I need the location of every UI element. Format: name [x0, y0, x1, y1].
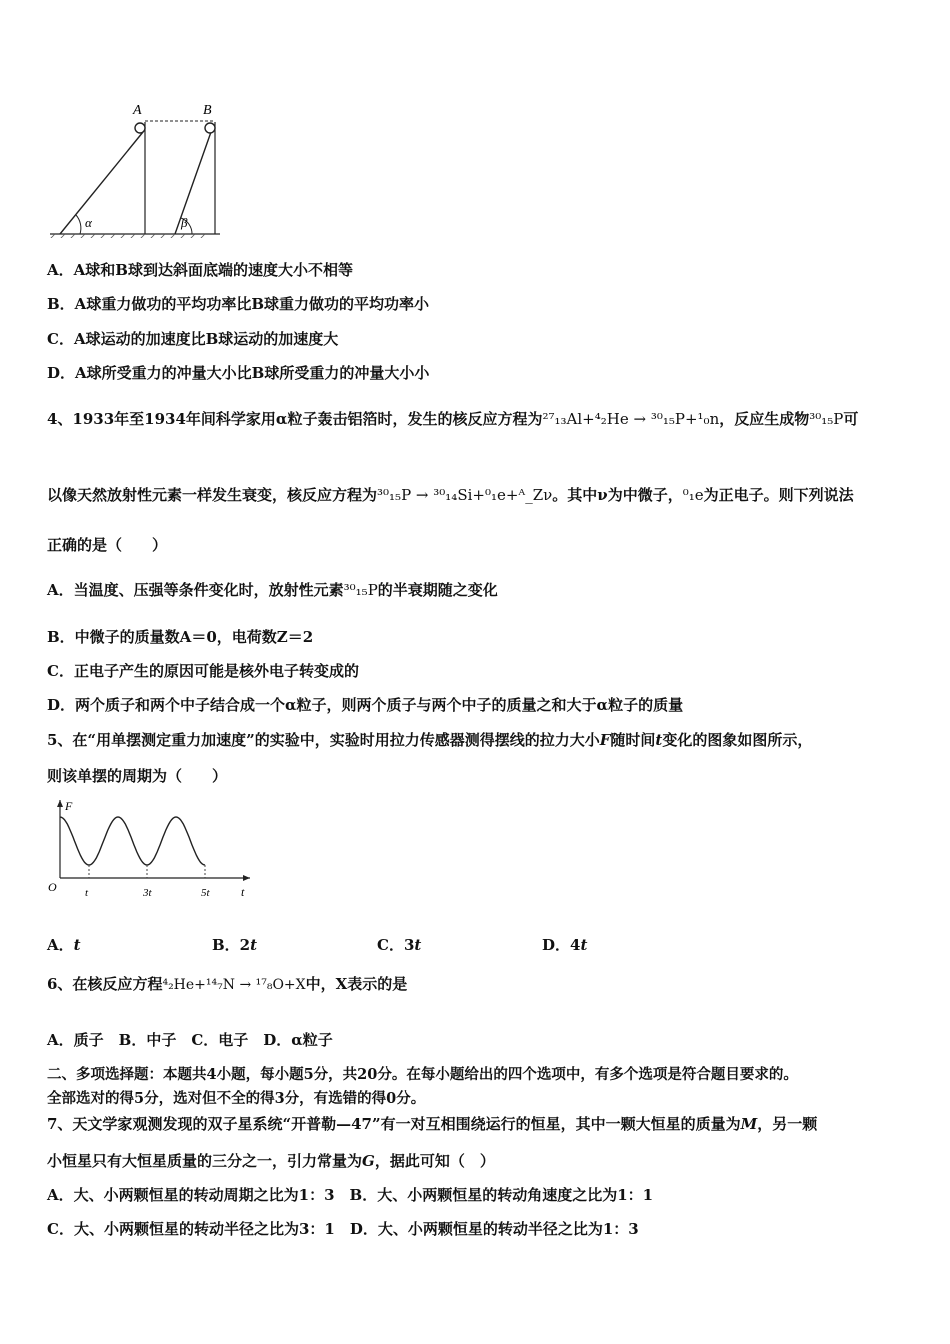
q4-option-c: C．正电子产生的原因可能是核外电子转变成的 — [47, 662, 359, 680]
q4-option-d: D．两个质子和两个中子结合成一个α粒子，则两个质子与两个中子的质量之和大于α粒子的质量 — [47, 696, 684, 714]
q4-option-a: A．当温度、压强等条件变化时，放射性元素³⁰₁₅P的半衰期随之变化 — [47, 581, 498, 599]
q3-option-c: C．A球运动的加速度比B球运动的加速度大 — [47, 330, 339, 348]
section2-line2: 全部选对的得5分，选对但不全的得3分，有选错的得0分。 — [47, 1090, 426, 1107]
q6-options: A．质子 B．中子 C．电子 D．α粒子 — [47, 1031, 333, 1049]
q7-options-ab: A．大、小两颗恒星的转动周期之比为1：3 B．大、小两颗恒星的转动角速度之比为1：1 — [47, 1186, 654, 1204]
q5-line2: 则该单摆的周期为（ ） — [47, 767, 228, 785]
y-axis-label: F — [65, 799, 73, 813]
x-tick-label: 5t — [201, 887, 210, 899]
angle-alpha: α — [85, 215, 92, 230]
q4-line2: 以像天然放射性元素一样发生衰变，核反应方程为³⁰₁₅P → ³⁰₁₄Si+⁰₁e+ᴬ_Zν。其中ν为中微子，⁰₁e为正电子。则下列说法 — [47, 486, 854, 504]
q5-option-a: A．t — [47, 936, 81, 954]
q7-line1: 7、天文学家观测发现的双子星系统“开普勒—47”有一对互相围绕运行的恒星，其中一颗大恒星的质量为M，另一颗 — [47, 1115, 818, 1133]
q7-line2: 小恒星只有大恒星质量的三分之一，引力常量为G，据此可知（ ） — [47, 1152, 495, 1170]
x-axis-label: t — [241, 885, 245, 899]
origin-label: O — [48, 880, 57, 894]
label-a: A — [133, 103, 142, 118]
series-line — [60, 817, 205, 865]
q4-line3: 正确的是（ ） — [47, 536, 168, 554]
q3-option-d: D．A球所受重力的冲量大小比B球所受重力的冲量大小小 — [47, 364, 430, 382]
q6-line1: 6、在核反应方程⁴₂He+¹⁴₇N → ¹⁷₈O+X中，X表示的是 — [47, 975, 408, 993]
section2-line1: 二、多项选择题：本题共4小题，每小题5分，共20分。在每小题给出的四个选项中，有多个选项是符合题目要求的。 — [47, 1066, 798, 1083]
incline-figure — [45, 98, 235, 238]
q4-option-b: B．中微子的质量数A＝0，电荷数Z＝2 — [47, 628, 314, 646]
incline-a — [60, 132, 143, 234]
q5-option-d: D．4t — [542, 936, 588, 954]
q4-positron: ⁰₁e — [682, 486, 704, 504]
ball-a — [135, 123, 145, 133]
q4-line1: 4、1933年至1934年间科学家用α粒子轰击铝箔时，发生的核反应方程为²⁷₁₃Al+⁴₂He → ³⁰₁₅P+¹₀n，反应生成物³⁰₁₅P可 — [47, 410, 859, 428]
q3-option-b: B．A球重力做功的平均功率比B球重力做功的平均功率小 — [47, 295, 429, 313]
angle-beta: β — [181, 215, 188, 230]
q5-option-b: B．2t — [212, 936, 258, 954]
x-tick-label: 3t — [143, 887, 152, 899]
q7-options-cd: C．大、小两颗恒星的转动半径之比为3：1 D．大、小两颗恒星的转动半径之比为1：3 — [47, 1220, 639, 1238]
q4-equation-2: ³⁰₁₅P → ³⁰₁₄Si+⁰₁e+ᴬ_Zν — [377, 486, 553, 504]
q5-line1: 5、在“用单摆测定重力加速度”的实验中，实验时用拉力传感器测得摆线的拉力大小F随时间t变化的图象如图所示， — [47, 731, 813, 749]
x-tick-label: t — [85, 887, 89, 899]
label-b: B — [203, 103, 212, 118]
q4-p30: ³⁰₁₅P — [809, 410, 844, 428]
q4-equation-1: ²⁷₁₃Al+⁴₂He → ³⁰₁₅P+¹₀n — [542, 410, 720, 428]
ball-b — [205, 123, 215, 133]
q5-option-c: C．3t — [377, 936, 422, 954]
q3-option-a: A．A球和B球到达斜面底端的速度大小不相等 — [47, 261, 353, 279]
q6-equation: ⁴₂He+¹⁴₇N → ¹⁷₈O+X — [162, 977, 306, 993]
force-time-chart — [45, 795, 255, 905]
